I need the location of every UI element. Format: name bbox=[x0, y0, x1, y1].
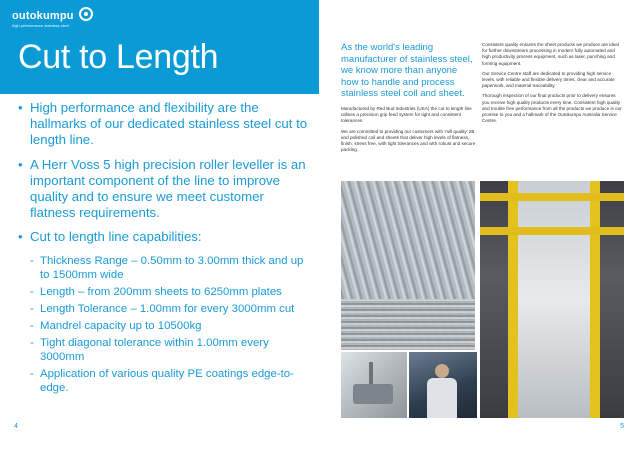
outokumpu-logo bbox=[12, 10, 74, 28]
body-column-1 bbox=[341, 106, 477, 157]
page-number-right: 5 bbox=[620, 423, 624, 430]
logo-tagline: high performance stainless steel bbox=[12, 23, 70, 28]
tap-shape bbox=[369, 362, 373, 386]
capability-item: - Length Tolerance – 1.00mm for every 3000mm cut bbox=[18, 302, 310, 316]
page-title: Cut to Length bbox=[18, 38, 219, 76]
body-paragraph: Thorough inspection of our final products prior to delivery ensures you receive high quality products every time. Consistent high quality and trouble free performance from all the products we produce is our promise to you and a hallmark of the Outokumpu Australia Service Centre. bbox=[482, 93, 622, 124]
lead-paragraph: As the world's leading manufacturer of stainless steel, we know more than anyone how to handle and process stainless steel coil and sheet. bbox=[341, 42, 473, 99]
bullet-item: • Cut to length line capabilities: bbox=[18, 229, 310, 245]
worker-body-shape bbox=[427, 378, 457, 418]
body-paragraph: Our Service Centre staff are dedicated to providing high service levels, with reliable and flexible delivery times, clear and accurate paperwork, and material traceability. bbox=[482, 70, 615, 89]
body-paragraph: We are committed to providing our customers with 'mill quality' 2B and polished coil and sheets that deliver high levels of flatness, finish, stress free, with tight tolerances and with robust and secure packing. bbox=[341, 128, 476, 153]
worker-head-shape bbox=[435, 364, 449, 378]
conveyor-crossbar bbox=[480, 193, 624, 201]
capabilities-list bbox=[18, 254, 310, 395]
page-number-left: 4 bbox=[14, 423, 18, 430]
capability-item: - Length – from 200mm sheets to 6250mm plates bbox=[18, 285, 310, 299]
worker-image bbox=[409, 352, 477, 418]
conveyor-line-image bbox=[480, 181, 624, 418]
capability-item: - Tight diagonal tolerance within 1.00mm every 3000mm bbox=[18, 336, 310, 364]
capability-item: - Thickness Range – 0.50mm to 3.00mm thick and up to 1500mm wide bbox=[18, 254, 310, 282]
bullet-list bbox=[18, 100, 310, 398]
capability-item: - Application of various quality PE coatings edge-to-edge. bbox=[18, 367, 310, 395]
sink-basin-shape bbox=[353, 384, 393, 404]
logo-wordmark: outokumpu bbox=[12, 10, 74, 22]
conveyor-rail bbox=[508, 181, 518, 418]
conveyor-belt bbox=[518, 181, 590, 418]
body-paragraph: Manufactured by Red Bud Industries (USA) the cut to length line utilises a precision grip feed system for tight and consistent tolerances. bbox=[341, 106, 472, 124]
steel-sheets-image bbox=[341, 299, 475, 350]
stainless-sink-image bbox=[341, 352, 407, 418]
bullet-item: • A Herr Voss 5 high precision roller leveller is an important component of the line to improve quality and to ensure we meet customer flatness requirements. bbox=[18, 157, 310, 222]
body-column-2 bbox=[482, 42, 622, 128]
bullet-item: • High performance and flexibility are the hallmarks of our dedicated stainless steel cut to length line. bbox=[18, 100, 310, 149]
conveyor-rail bbox=[590, 181, 600, 418]
logo-ring-icon bbox=[79, 7, 93, 21]
conveyor-crossbar bbox=[480, 227, 624, 235]
body-paragraph: Consistent quality ensures the sheet products we produce are ideal for further downstream processing in modern fully automated and high productivity process equipment, such as laser, punching and forming equipment. bbox=[482, 42, 619, 66]
capability-item: - Mandrel capacity up to 10500kg bbox=[18, 319, 310, 333]
